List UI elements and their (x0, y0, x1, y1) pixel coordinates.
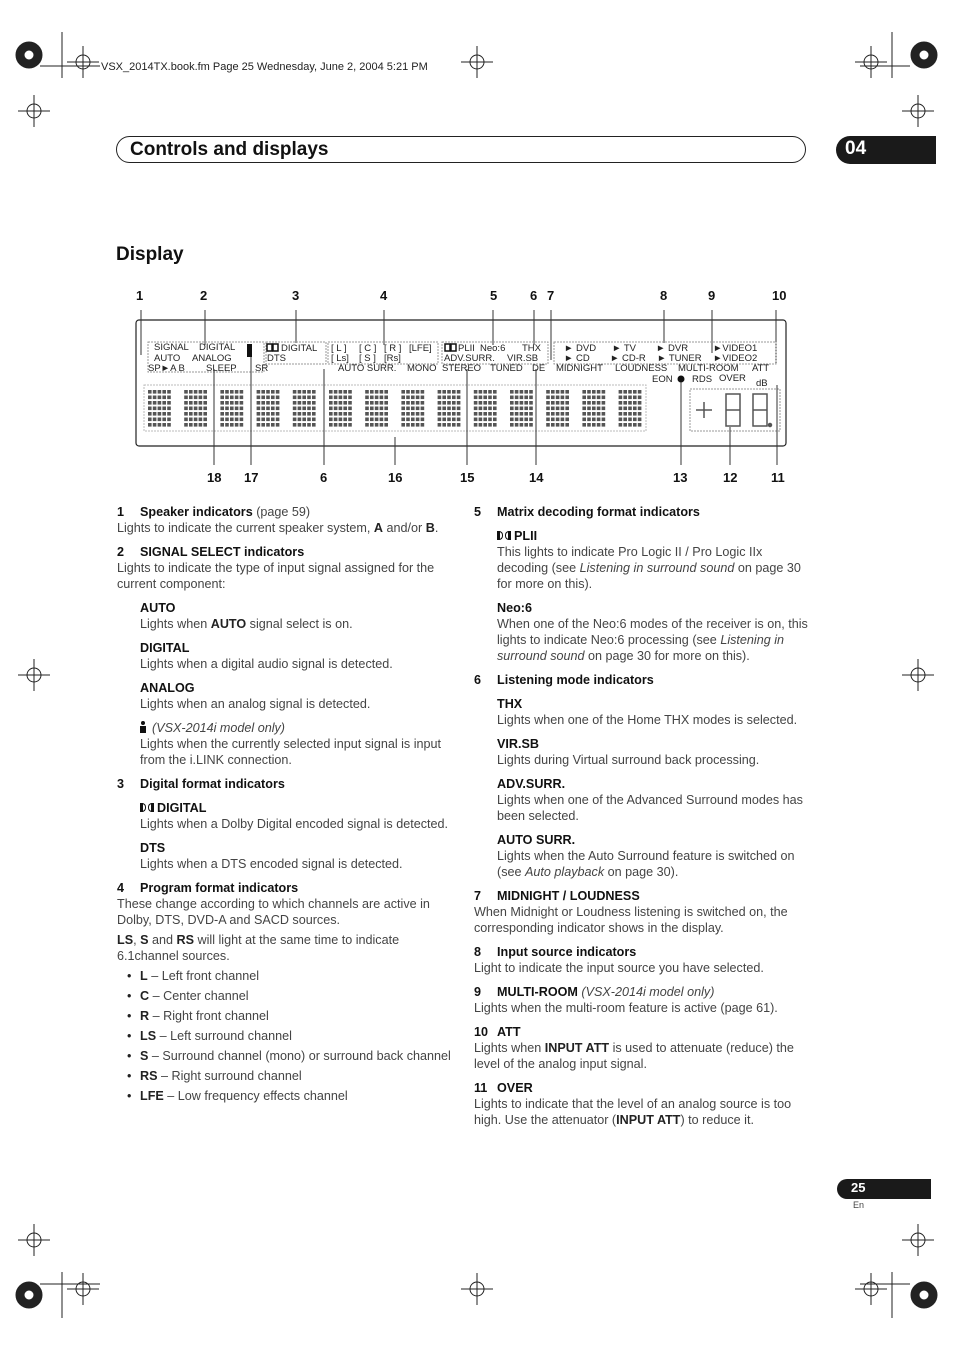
ind-auto: AUTO (154, 353, 181, 364)
ind-lfe: [LFE] (409, 343, 432, 354)
ind-dvd: ► DVD (564, 343, 597, 354)
subheading-dts: DTS (140, 841, 166, 855)
callout-14: 14 (529, 470, 544, 485)
callout-1: 1 (136, 288, 144, 303)
callout-4: 4 (380, 288, 388, 303)
subheading-vir-sb: VIR.SB (497, 737, 539, 751)
page-number-tab (837, 1179, 931, 1199)
heading-digital-format: 3 Digital format indicators (117, 777, 285, 791)
vir-sb-body: Lights during Virtual surround back processing. (497, 753, 760, 767)
callout-18: 18 (207, 470, 222, 485)
program-format-body: These change according to which channels are active in Dolby, DTS, DVD-A and SACD sources. (117, 897, 430, 927)
page-language: En (853, 1200, 865, 1210)
eon-dot (678, 376, 685, 383)
ind-mono: MONO (407, 363, 437, 374)
heading-multi-room: 9 MULTI-ROOM (VSX-2014i model only) (474, 985, 715, 999)
display-frame (136, 320, 786, 446)
right-column (474, 504, 812, 1128)
ind-multi-room: MULTI-ROOM (678, 363, 739, 374)
speaker-indicators-body: Lights to indicate the current speaker system, A and/or B. (117, 521, 439, 535)
list-item: • R – Right front channel (117, 1008, 455, 1024)
auto-body: Lights when AUTO signal select is on. (140, 617, 353, 631)
subheading-digital: DIGITAL (140, 641, 190, 655)
subheading-thx: THX (497, 697, 523, 711)
ind-dvr: ► DVR (656, 343, 689, 354)
callout-7: 7 (547, 288, 555, 303)
subheading-auto-surr: AUTO SURR. (497, 833, 576, 847)
ind-rds: RDS (692, 374, 713, 385)
heading-midnight-loudness: 7 MIDNIGHT / LOUDNESS (474, 889, 640, 903)
ind-sleep: SLEEP (206, 363, 237, 374)
ind-de: DE (532, 363, 546, 374)
list-item: • C – Center channel (117, 988, 455, 1004)
callout-6b: 6 (320, 470, 328, 485)
multi-room-body: Lights when the multi-room feature is active (page 61). (474, 1001, 778, 1015)
ind-video2: ►VIDEO2 (713, 353, 758, 364)
chapter-tab (836, 136, 936, 164)
page-number: 25 (851, 1180, 866, 1195)
ilink-icon (140, 721, 146, 733)
ind-neo6: Neo:6 (480, 343, 506, 354)
auto-surr-body: Lights when the Auto Surround feature is switched on (see Auto playback on page 30). (497, 849, 795, 879)
ind-thx: THX (522, 343, 541, 354)
ind-att: ATT (752, 363, 770, 374)
subheading-dolby-digital: DIGITAL (140, 800, 455, 816)
ind-rs: [Rs] (384, 353, 401, 364)
ind-video1: ►VIDEO1 (713, 343, 758, 354)
heading-att: 10 ATT (474, 1025, 521, 1039)
input-source-body: Light to indicate the input source you have selected. (474, 961, 764, 975)
callout-5: 5 (490, 288, 498, 303)
callout-15: 15 (460, 470, 475, 485)
midnight-loudness-body: When Midnight or Loudness listening is switched on, the corresponding indicator shows in the display. (474, 905, 788, 935)
program-format-body2: LS, S and RS will light at the same time to indicate 6.1channel sources. (117, 933, 400, 963)
ind-digital: DIGITAL (199, 342, 236, 353)
att-body: Lights when INPUT ATT is used to attenuate (reduce) the level of the analog input signal. (474, 1041, 794, 1071)
subheading-analog: ANALOG (140, 681, 195, 695)
ind-r: [ R ] (384, 343, 402, 354)
heading-speaker-indicators: 1 Speaker indicators (page 59) (117, 505, 311, 519)
dts-body: Lights when a DTS encoded signal is detected. (140, 857, 403, 871)
section-title: Controls and displays (130, 139, 329, 160)
ind-vir-sb: VIR.SB (507, 353, 539, 364)
ind-cdr: ► CD-R (610, 353, 646, 364)
heading-program-format: 4 Program format indicators (117, 881, 299, 895)
chapter-number: 04 (845, 138, 867, 159)
heading-listening-mode: 6 Listening mode indicators (474, 673, 654, 687)
plii-body: This lights to indicate Pro Logic II / Pro Logic IIx decoding (see Listening in surround sound on page 30 for more on this). (497, 545, 801, 591)
list-item: • S – Surround channel (mono) or surround back channel (117, 1048, 455, 1064)
ind-tv: ► TV (612, 343, 637, 354)
bottom-callouts (207, 470, 785, 485)
list-item: • LFE – Low frequency effects channel (117, 1088, 455, 1104)
signal-select-body: Lights to indicate the type of input signal assigned for the current component: (117, 561, 435, 591)
callout-3: 3 (292, 288, 300, 303)
file-info: VSX_2014TX.book.fm Page 25 Wednesday, June 2, 2004 5:21 PM (101, 61, 428, 73)
ilink-body: Lights when the currently selected input signal is input from the i.LINK connection. (140, 737, 442, 767)
list-item: • LS – Left surround channel (117, 1028, 455, 1044)
ind-c: [ C ] (359, 343, 377, 354)
subheading-auto: AUTO (140, 601, 176, 615)
adv-surr-body: Lights when one of the Advanced Surround modes has been selected. (497, 793, 803, 823)
analog-body: Lights when an analog signal is detected. (140, 697, 371, 711)
ind-stereo: STEREO (442, 363, 482, 374)
ilink-icon (247, 344, 252, 357)
left-column (117, 504, 455, 1108)
section-title-bar (116, 136, 806, 163)
callout-13: 13 (673, 470, 688, 485)
ind-ls: [ Ls] (331, 353, 349, 364)
ind-over: OVER (719, 373, 746, 384)
heading-signal-select: 2 SIGNAL SELECT indicators (117, 545, 305, 559)
callout-9: 9 (708, 288, 716, 303)
digital-body: Lights when a digital audio signal is detected. (140, 657, 393, 671)
subheading-adv-surr: ADV.SURR. (497, 777, 566, 791)
over-body: Lights to indicate that the level of an analog source is too high. Use the attenuator (INPUT ATT) to reduce it. (474, 1097, 792, 1127)
heading-over: 11 OVER (474, 1081, 533, 1095)
ind-db: dB (756, 378, 768, 389)
ind-auto-surr: AUTO SURR. (338, 363, 397, 374)
top-callouts (136, 288, 786, 303)
subheading-plii: PLII (497, 528, 812, 544)
ind-eon: EON (652, 374, 673, 385)
ind-tuned: TUNED (490, 363, 523, 374)
callout-17: 17 (244, 470, 259, 485)
callout-10: 10 (772, 288, 787, 303)
ind-l: [ L ] (331, 343, 347, 354)
ind-plii: PLII (458, 343, 475, 354)
ind-analog: ANALOG (192, 353, 232, 364)
ind-signal: SIGNAL (154, 342, 189, 353)
ind-tuner: ► TUNER (657, 353, 702, 364)
display-panel-diagram (116, 285, 796, 490)
neo6-body: When one of the Neo:6 modes of the receiver is on, this lights to indicate Neo:6 processing (see Listening in surround sound on page 30 for more on this). (497, 617, 808, 663)
dolby-icon (140, 803, 154, 812)
ind-cd: ► CD (564, 353, 590, 364)
ind-adv-surr: ADV.SURR. (444, 353, 495, 364)
channel-list (117, 968, 455, 1104)
ind-sp-ab: SP►A B (148, 363, 185, 374)
display-heading: Display (116, 244, 184, 265)
callout-2: 2 (200, 288, 208, 303)
heading-matrix-decoding: 5 Matrix decoding format indicators (474, 505, 700, 519)
ind-s: [ S ] (359, 353, 376, 364)
dolby-icon (497, 531, 511, 540)
ind-midnight: MIDNIGHT (556, 363, 603, 374)
thx-body: Lights when one of the Home THX modes is selected. (497, 713, 798, 727)
ind-dts: DTS (267, 353, 286, 364)
callout-8: 8 (660, 288, 668, 303)
list-item: • RS – Right surround channel (117, 1068, 455, 1084)
heading-input-source: 8 Input source indicators (474, 945, 637, 959)
ind-dd-digital: DIGITAL (281, 343, 318, 354)
ind-sr: SR (255, 363, 269, 374)
callout-12: 12 (723, 470, 738, 485)
subheading-neo6: Neo:6 (497, 601, 532, 615)
callout-11: 11 (771, 470, 785, 485)
callout-16: 16 (388, 470, 403, 485)
ind-loudness: LOUDNESS (615, 363, 668, 374)
list-item: • L – Left front channel (117, 968, 455, 984)
callout-6: 6 (530, 288, 538, 303)
ilink-note: (VSX-2014i model only) (140, 720, 455, 736)
dolby-digital-body: Lights when a Dolby Digital encoded signal is detected. (140, 817, 449, 831)
